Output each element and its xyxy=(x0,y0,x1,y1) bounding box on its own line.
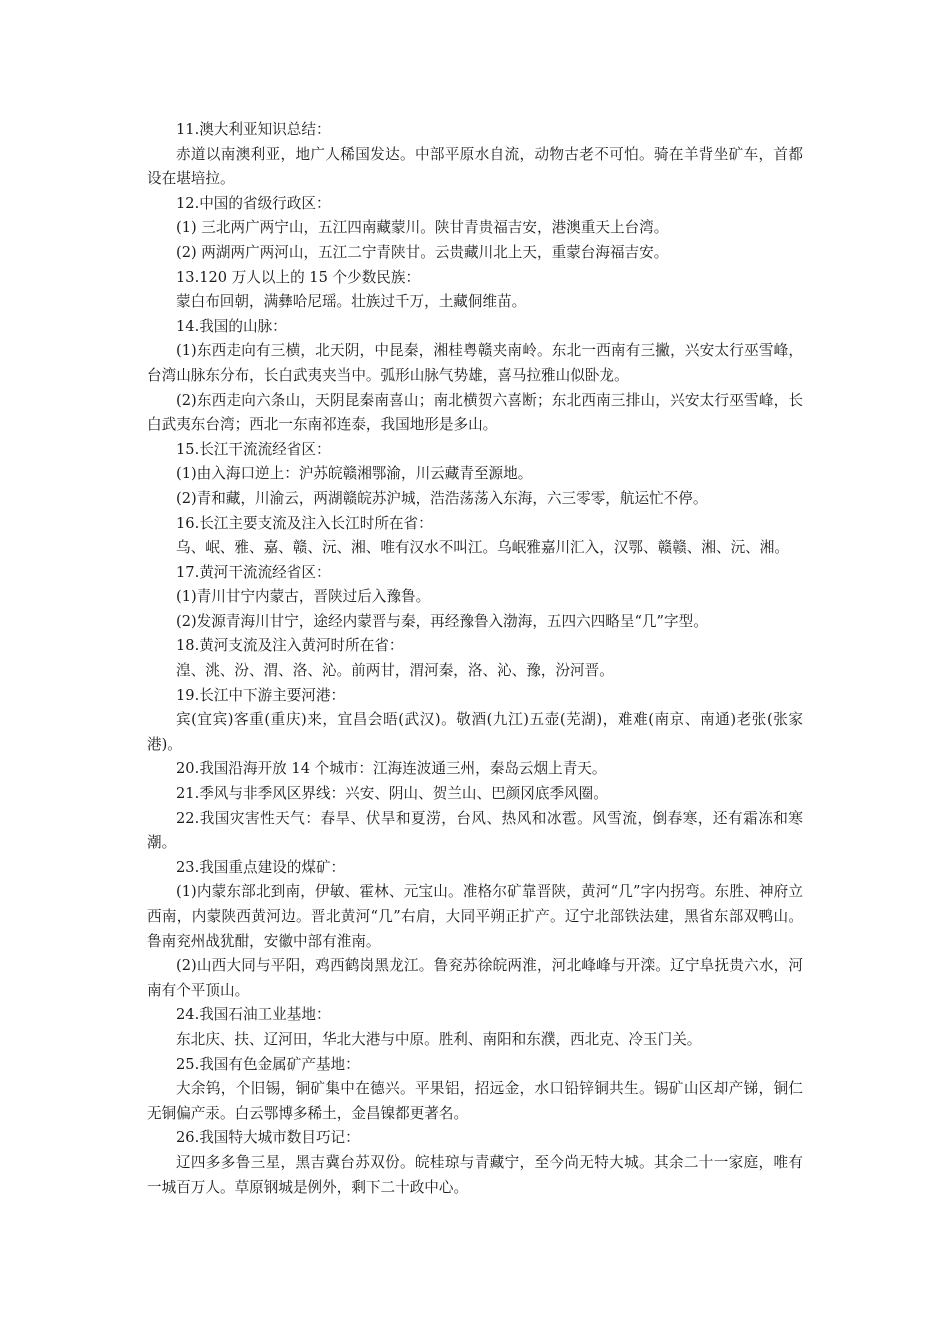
text-oil-bases: 东北庆、扶、辽河田，华北大港与中原。胜利、南阳和东濮，西北克、冷玉门关。 xyxy=(176,1030,702,1048)
text-yellow-river-tributaries: 湟、洮、汾、渭、洛、沁。前两甘，渭河秦，洛、沁、豫，汾河晋。 xyxy=(176,662,614,680)
text-disastrous-weather: 22.我国灾害性天气：春旱、伏旱和夏涝，台风、热风和冰雹。风雪流，倒春寒，还有霜冻和寒潮。 xyxy=(147,809,803,852)
text-mountains-2: (2)东西走向六条山，天阴昆秦南喜山；南北横贺六喜断；东北西南三排山，兴安太行巫雪峰，长白武夷东台湾；西北一东南祁连泰，我国地形是多山。 xyxy=(147,391,803,434)
heading-nonferrous-bases: 25.我国有色金属矿产基地： xyxy=(176,1055,360,1073)
heading-yangtze-provinces: 15.长江干流流经省区： xyxy=(176,440,331,458)
heading-mountains: 14.我国的山脉： xyxy=(176,317,287,335)
text-minorities: 蒙白布回朝，满彝哈尼瑶。壮族过千万，土藏侗维苗。 xyxy=(176,293,527,311)
heading-yangtze-ports: 19.长江中下游主要河港： xyxy=(176,686,346,704)
text-yangtze-ports: 宾(宜宾)客重(重庆)来，宜昌会晤(武汉)。敬酒(九江)五壶(芜湖)，难难(南京、南通)老张(张家港)。 xyxy=(147,711,803,753)
text-provinces-2: (2) 两湖两广两河山，五江二宁青陕甘。云贵藏川北上天，重蒙台海福吉安。 xyxy=(176,243,669,261)
text-coastal-cities: 20.我国沿海开放 14 个城市：江海连波通三州，秦岛云烟上青天。 xyxy=(176,760,607,778)
text-yangtze-tributaries: 乌、岷、雅、嘉、赣、沅、湘、唯有汉水不叫江。乌岷雅嘉川汇入，汉鄂、赣赣、湘、沅、湘。 xyxy=(176,539,789,557)
text-yellow-river-provinces-2: (2)发源青海川甘宁，途经内蒙晋与秦，再经豫鲁入渤海，五四六四略呈“几”字型。 xyxy=(176,612,708,630)
heading-yellow-river-tributaries: 18.黄河支流及注入黄河时所在省： xyxy=(176,637,404,655)
heading-provinces: 12.中国的省级行政区： xyxy=(176,194,331,212)
heading-yellow-river-provinces: 17.黄河干流流经省区： xyxy=(176,563,331,581)
text-coal-mines-2: (2)山西大同与平阳，鸡西鹤岗黑龙江。鲁兖苏徐皖两淮，河北峰峰与开滦。辽宁阜抚贵六水，河南有个平顶山。 xyxy=(147,957,803,999)
heading-australia: 11.澳大利亚知识总结： xyxy=(176,121,331,138)
text-nonferrous-bases: 大余钨，个旧锡，铜矿集中在德兴。平果铝，招远金，水口铅锌铜共生。锡矿山区却产锑，铜仁无铜偏产汞。白云鄂博多稀土，金昌镍都更著名。 xyxy=(147,1080,803,1122)
heading-yangtze-tributaries: 16.长江主要支流及注入长江时所在省： xyxy=(176,514,433,532)
text-yellow-river-provinces-1: (1)青川甘宁内蒙古，晋陕过后入豫鲁。 xyxy=(176,588,431,606)
document-body xyxy=(147,118,803,1200)
heading-oil-bases: 24.我国石油工业基地： xyxy=(176,1006,331,1024)
heading-coal-mines: 23.我国重点建设的煤矿： xyxy=(176,858,346,876)
text-mountains-1: (1)东西走向有三横，北天阴，中昆秦，湘桂粤赣夹南岭。东北一西南有三撇，兴安太行巫雪峰，台湾山脉东分布，长白武夷夹当中。弧形山脉气势雄，喜马拉雅山似卧龙。 xyxy=(147,342,803,384)
text-coal-mines-1: (1)内蒙东部北到南，伊敏、霍林、元宝山。准格尔矿靠晋陕，黄河“几”字内拐弯。东胜、神府立西南，内蒙陕西黄河边。晋北黄河“几”右肩，大同平朔正扩产。辽宁北部铁法建，黑省东部双鸭山。鲁南兖州战犹酣，安徽中部有淮南。 xyxy=(147,883,803,950)
heading-megacities: 26.我国特大城市数目巧记： xyxy=(176,1129,360,1147)
text-australia: 赤道以南澳利亚，地广人稀国发达。中部平原水自流，动物古老不可怕。骑在羊背坐矿车，首都设在堪培拉。 xyxy=(147,145,803,188)
heading-minorities: 13.120 万人以上的 15 个少数民族： xyxy=(176,268,421,286)
text-provinces-1: (1) 三北两广两宁山，五江四南藏蒙川。陕甘青贵福吉安，港澳重天上台湾。 xyxy=(176,219,669,237)
text-monsoon-boundary: 21.季风与非季风区界线：兴安、阴山、贺兰山、巴颜冈底季风圈。 xyxy=(176,785,608,803)
text-megacities: 辽四多多鲁三星，黑吉冀台苏双份。皖桂琼与青藏宁，至今尚无特大城。其余二十一家庭，唯有一城百万人。草原钢城是例外，剩下二十政中心。 xyxy=(147,1153,803,1196)
text-yangtze-provinces-2: (2)青和藏，川渝云，两湖赣皖苏沪城，浩浩荡荡入东海，六三零零，航运忙不停。 xyxy=(176,489,708,507)
text-yangtze-provinces-1: (1)由入海口逆上：沪苏皖赣湘鄂渝，川云藏青至源地。 xyxy=(176,465,533,483)
